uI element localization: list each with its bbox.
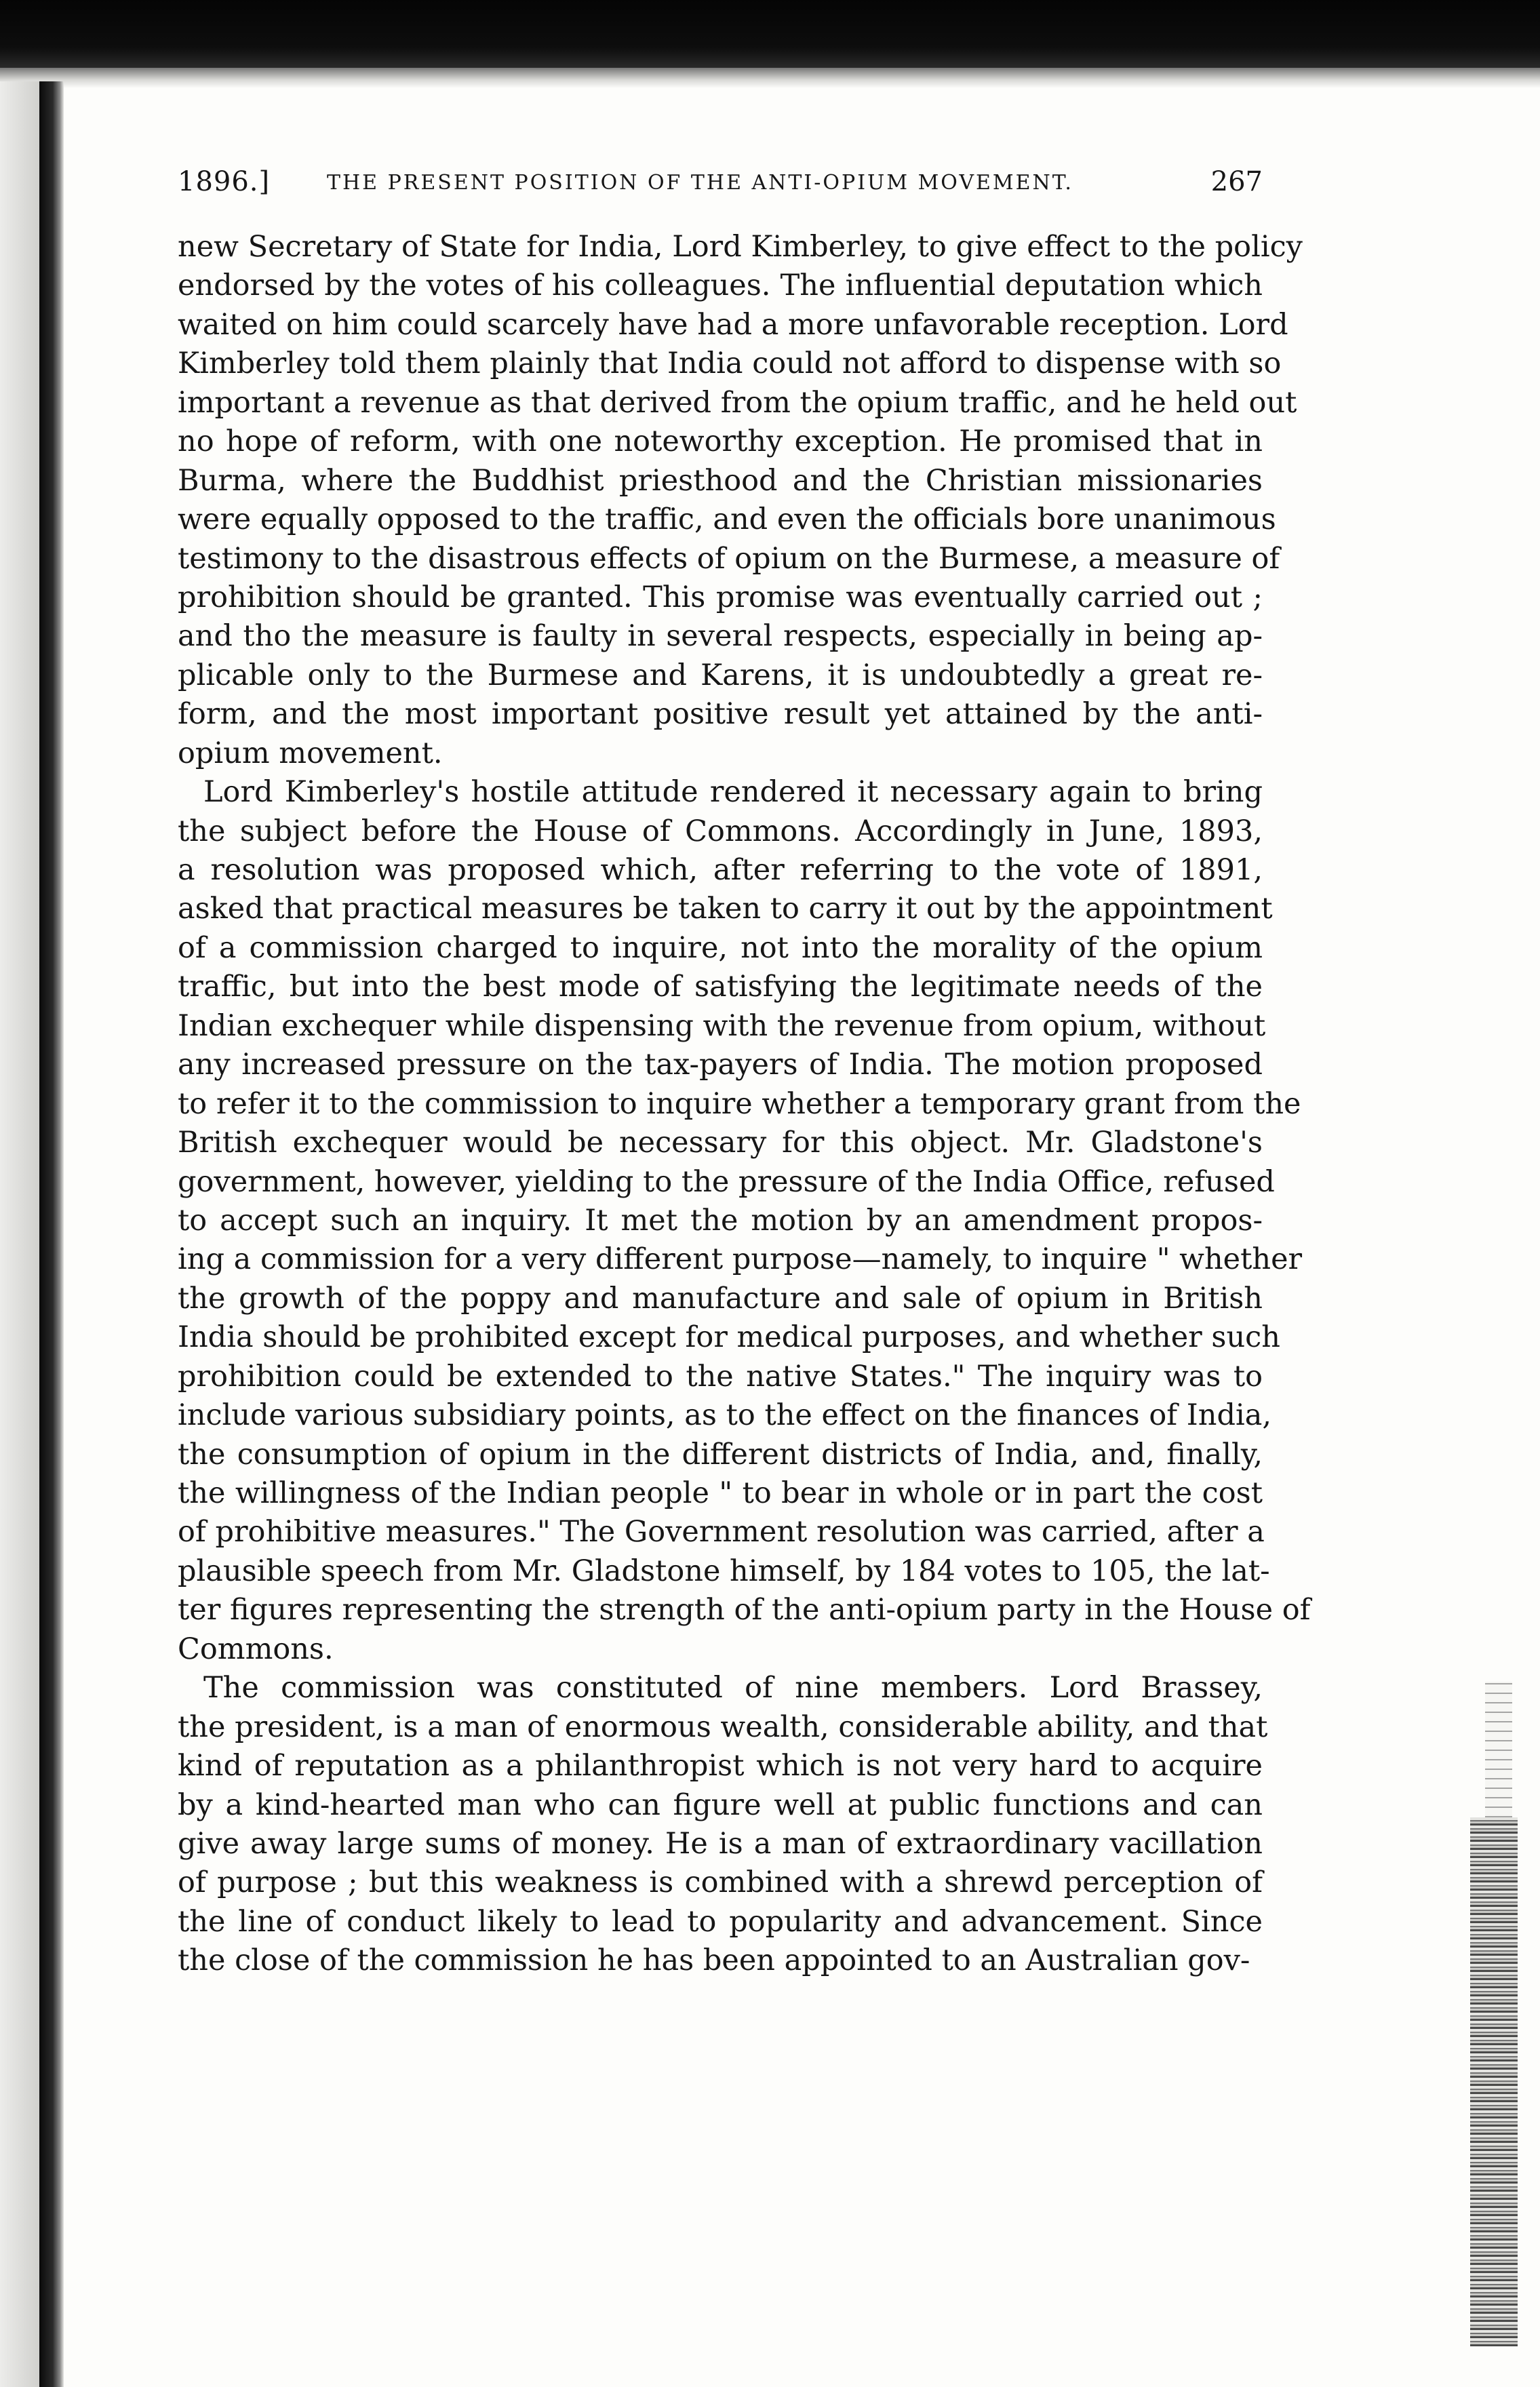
text-line: form, and the most important positive result yet attained by the anti- [178, 697, 1263, 732]
text-line: of prohibitive measures." The Government resolution was carried, after a [178, 1515, 1265, 1550]
text-line: Commons. [178, 1632, 334, 1666]
text-line: Lord Kimberley's hostile attitude rendered it necessary again to bring [203, 775, 1263, 810]
text-line: Kimberley told them plainly that India could not afford to dispense with so [178, 347, 1282, 381]
text-line: new Secretary of State for India, Lord Kimberley, to give effect to the policy [178, 230, 1303, 264]
scan-top-border [0, 0, 1540, 68]
text-line: asked that practical measures be taken to carry it out by the appointment [178, 892, 1273, 926]
scan-top-border-fade [0, 68, 1540, 88]
text-line: to accept such an inquiry. It met the motion by an amendment propos- [178, 1203, 1263, 1238]
scan-right-edge-noise-upper [1485, 1682, 1512, 1817]
header-year: 1896.] [178, 166, 271, 197]
paragraph [178, 1669, 1268, 1981]
text-line: no hope of reform, with one noteworthy exception. He promised that in [178, 425, 1263, 459]
text-line: important a revenue as that derived from the opium traffic, and he held out [178, 385, 1297, 420]
text-line: waited on him could scarcely have had a more unfavorable reception. Lord [178, 307, 1288, 342]
text-line: of a commission charged to inquire, not into the morality of the opium [178, 930, 1263, 965]
text-line: by a kind-hearted man who can figure well at public functions and can [178, 1788, 1263, 1822]
paragraph [178, 773, 1311, 1669]
text-line: of purpose ; but this weakness is combined with a shrewd perception of [178, 1866, 1263, 1900]
text-line: include various subsidiary points, as to the effect on the finances of India, [178, 1398, 1272, 1433]
scan-left-margin [0, 81, 39, 2387]
text-line: and tho the measure is faulty in several respects, especially in being ap- [178, 619, 1263, 654]
text-line: British exchequer would be necessary for this object. Mr. Gladstone's [178, 1126, 1263, 1160]
text-line: prohibition should be granted. This promise was eventually carried out ; [178, 580, 1263, 614]
text-line: plausible speech from Mr. Gladstone himself, by 184 votes to 105, the lat- [178, 1554, 1270, 1588]
text-line: opium movement. [178, 736, 443, 770]
text-line: the subject before the House of Commons. Accordingly in June, 1893, [178, 814, 1263, 848]
text-line: Burma, where the Buddhist priesthood and the Christian missionaries [178, 463, 1263, 498]
paragraph [178, 228, 1303, 773]
article-body [178, 228, 1311, 1981]
text-line: prohibition could be extended to the native States." The inquiry was to [178, 1359, 1263, 1394]
running-header [178, 161, 1263, 202]
text-line: government, however, yielding to the pressure of the India Office, refused [178, 1164, 1275, 1199]
text-line: ing a commission for a very different purpose—namely, to inquire " whether [178, 1242, 1303, 1277]
text-line: to refer it to the commission to inquire whether a temporary grant from the [178, 1086, 1301, 1121]
text-line: the willingness of the Indian people " to bear in whole or in part the cost [178, 1476, 1263, 1510]
text-line: a resolution was proposed which, after referring to the vote of 1891, [178, 853, 1263, 887]
text-line: Indian exchequer while dispensing with the revenue from opium, without [178, 1008, 1266, 1043]
text-line: India should be prohibited except for medical purposes, and whether such [178, 1320, 1280, 1355]
header-title: THE PRESENT POSITION OF THE ANTI-OPIUM MOVEMENT. [327, 171, 1073, 195]
text-line: kind of reputation as a philanthropist which is not very hard to acquire [178, 1749, 1263, 1783]
book-spine-edge [39, 81, 64, 2387]
text-line: were equally opposed to the traffic, and even the officials bore unanimous [178, 502, 1276, 537]
text-line: endorsed by the votes of his colleagues. The influential deputation which [178, 269, 1263, 303]
scan-right-edge-noise [1470, 1817, 1518, 2346]
text-line: the line of conduct likely to lead to popularity and advancement. Since [178, 1904, 1263, 1939]
page-number: 267 [1210, 166, 1263, 197]
text-line: the consumption of opium in the different districts of India, and, finally, [178, 1437, 1263, 1472]
text-line: testimony to the disastrous effects of opium on the Burmese, a measure of [178, 541, 1280, 576]
text-line: plicable only to the Burmese and Karens, it is undoubtedly a great re- [178, 658, 1263, 692]
text-line: ter figures representing the strength of the anti-opium party in the House of [178, 1593, 1311, 1628]
text-line: traffic, but into the best mode of satisfying the legitimate needs of the [178, 970, 1263, 1004]
text-line: the close of the commission he has been appointed to an Australian gov- [178, 1944, 1250, 1978]
text-line: The commission was constituted of nine members. Lord Brassey, [203, 1671, 1263, 1705]
text-line: the growth of the poppy and manufacture and sale of opium in British [178, 1281, 1263, 1316]
text-line: any increased pressure on the tax-payers of India. The motion proposed [178, 1048, 1263, 1082]
text-line: give away large sums of money. He is a man of extraordinary vacillation [178, 1826, 1263, 1861]
text-line: the president, is a man of enormous wealth, considerable ability, and that [178, 1710, 1268, 1744]
